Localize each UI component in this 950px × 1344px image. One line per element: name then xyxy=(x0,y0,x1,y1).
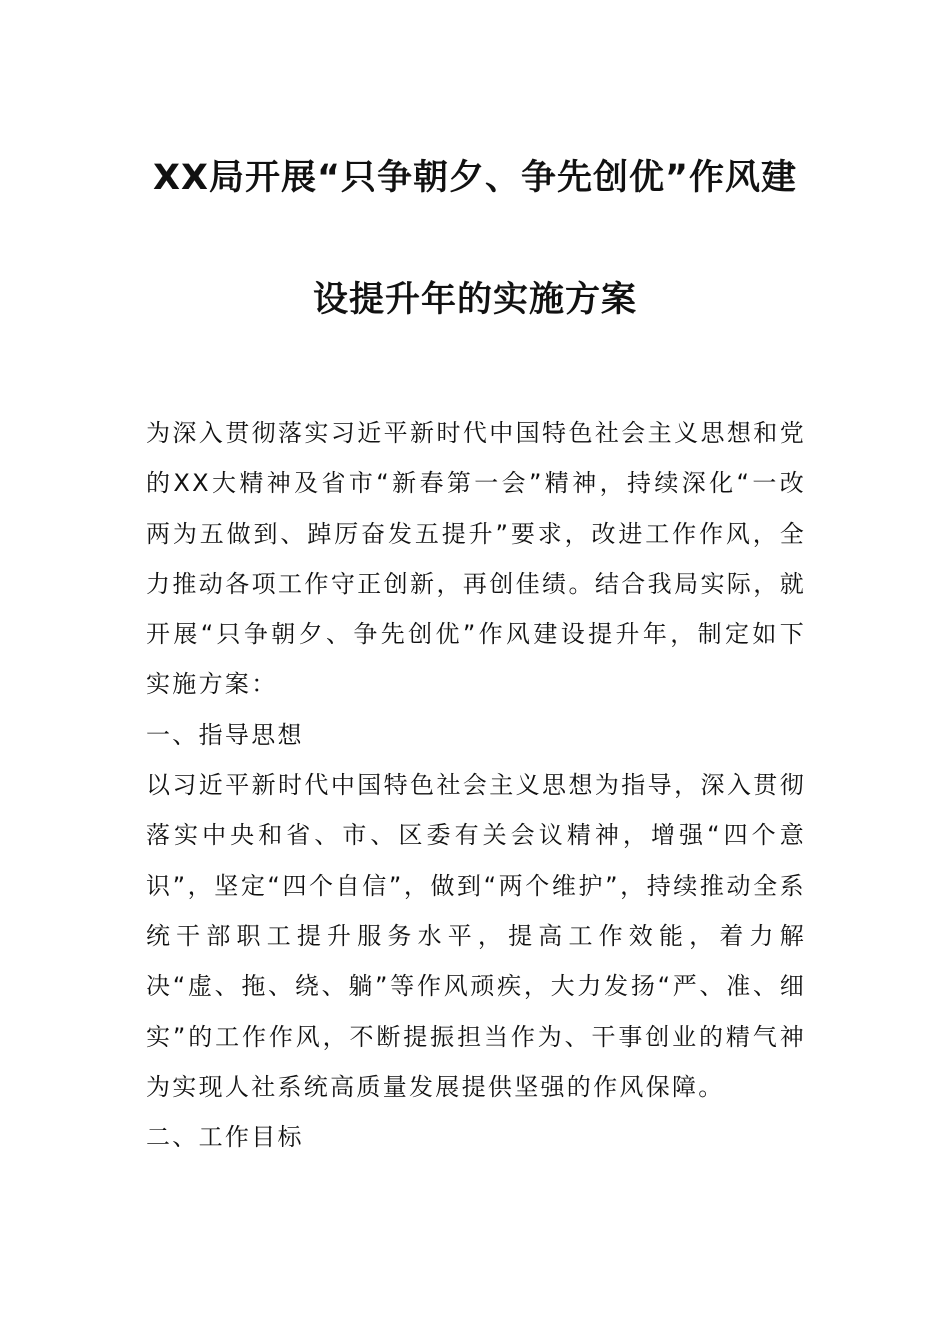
guiding-ideology-paragraph: 以习近平新时代中国特色社会主义思想为指导，深入贯彻落实中央和省、市、区委有关会议精神，增强“四个意识”，坚定“四个自信”，做到“两个维护”，持续推动全系统干部职工提升服务水平，提高工作效能，着力解决“虚、拖、绕、躺”等作风顽疾，大力发扬“严、准、细实”的工作作风，不断提振担当作为、干事创业的精气神为实现人社系统高质量发展提供坚强的作风保障。 xyxy=(146,771,806,1101)
document-body xyxy=(146,408,806,1162)
document-title-line-1: XX局开展“只争朝夕、争先创优”作风建 xyxy=(153,158,797,198)
document-title-line-2: 设提升年的实施方案 xyxy=(312,280,637,320)
section-heading-work-goals: 二、工作目标 xyxy=(146,1123,304,1152)
section-heading-guiding-ideology: 一、指导思想 xyxy=(146,720,304,749)
intro-paragraph: 为深入贯彻落实习近平新时代中国特色社会主义思想和党的XX大精神及省市“新春第一会”精神，持续深化“一改两为五做到、踔厉奋发五提升”要求，改进工作作风，全力推动各项工作守正创新，再创佳绩。结合我局实际，就开展“只争朝夕、争先创优”作风建设提升年，制定如下实施方案： xyxy=(146,419,806,699)
